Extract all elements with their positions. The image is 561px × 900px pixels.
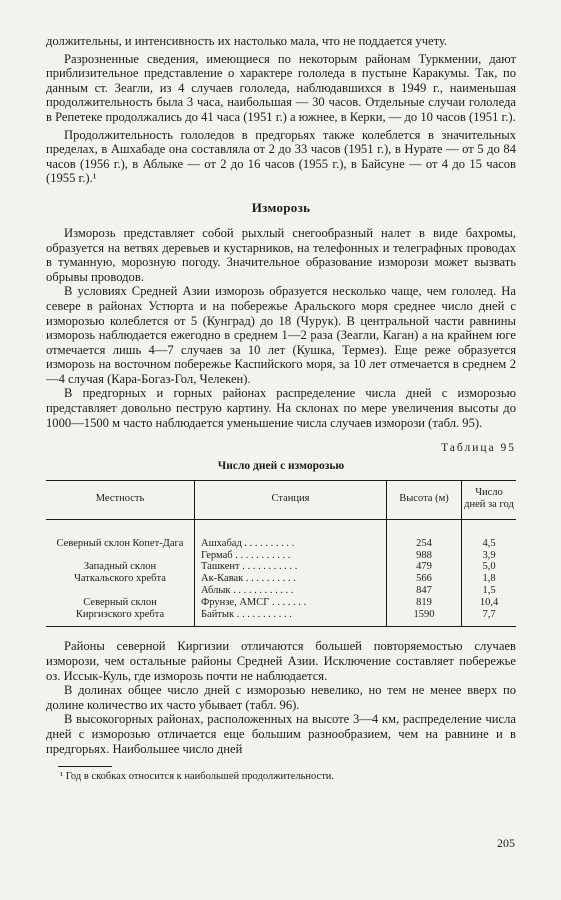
table-row: [46, 573, 516, 585]
cell-days: 1,5: [462, 585, 517, 597]
cell-location: Северный склон: [83, 596, 157, 608]
header-height: Высота (м): [387, 481, 462, 520]
table-number: Таблица 95: [441, 442, 516, 455]
cell-height: 566: [387, 573, 462, 585]
table-row: [46, 561, 516, 573]
paragraph-valleys: В долинах общее число дней с изморозью невелико, но тем не менее вверх по долине количество их часто убывает (табл. 96).: [46, 683, 516, 712]
paragraph-mountains: В предгорных и горных районах распределение числа дней с изморозью представляет довольно пеструю картину. На склонах по мере увеличения высоты до 1000—1500 м часто наблюдается уменьшение числа случаев изморози (табл. 95).: [46, 386, 516, 430]
cell-location: Северный склон Копет-Дага: [56, 537, 184, 549]
cell-station: Ак-Кавак . . . . . . . . . .: [195, 573, 387, 585]
paragraph-foothills: Продолжительность гололедов в предгорьях также колеблется в значительных пределах, в Ашхабаде она составляла от 2 до 33 часов (1951 г.), в Нурате — от 5 до 84 часов (1956 г.), в Аблыке — от 2 до 16 часов (1955 г.), в Байсуне — от 4 до 15 часов (1955 г.).¹: [46, 127, 516, 186]
paragraph-continuation: должительны, и интенсивность их настолько мала, что не поддается учету.: [46, 34, 448, 48]
page-body: [46, 34, 516, 783]
cell-days: 1,8: [462, 573, 517, 585]
footnote: ¹ Год в скобках относится к наибольшей продолжительности.: [60, 771, 335, 783]
cell-location: Западный склон: [83, 561, 157, 573]
cell-location: [46, 585, 195, 597]
cell-height: 1590: [387, 609, 462, 627]
cell-height: 988: [387, 550, 462, 562]
header-location: Местность: [46, 481, 195, 520]
paragraph-kyrgyzstan: Районы северной Киргизии отличаются большей повторяемостью случаев изморози, чем остальные районы Средней Азии. Исключение составляет побережье оз. Иссык-Куль, где изморозь почти не наблюдается.: [46, 639, 516, 683]
cell-days: 5,0: [462, 561, 517, 573]
cell-location: Чаткальского хребта: [74, 573, 166, 585]
cell-location: [46, 550, 195, 562]
cell-station: Гермаб . . . . . . . . . . .: [195, 550, 387, 562]
cell-station: Аблык . . . . . . . . . . . .: [195, 585, 387, 597]
cell-days: 10,4: [462, 597, 517, 609]
header-days: Число дней за год: [462, 481, 517, 520]
cell-station: Ташкент . . . . . . . . . . .: [195, 561, 387, 573]
cell-height: 819: [387, 597, 462, 609]
header-station: Станция: [195, 481, 387, 520]
cell-location: Киргизского хребта: [46, 609, 195, 627]
footnote-rule: [58, 766, 112, 767]
cell-height: 847: [387, 585, 462, 597]
cell-days: 7,7: [462, 609, 517, 627]
cell-height: 254: [387, 538, 462, 550]
table-header-row: [46, 481, 516, 520]
page-number: 205: [497, 836, 515, 850]
cell-height: 479: [387, 561, 462, 573]
cell-station: Фрунзе, АМСГ . . . . . . .: [195, 597, 387, 609]
table-row: [46, 585, 516, 597]
table-row: [46, 538, 516, 550]
table-row: [46, 550, 516, 562]
paragraph-highlands: В высокогорных районах, расположенных на высоте 3—4 км, распределение числа дней с изморозью отличается еще большим разнообразием, чем на равнине и в предгорьях. Наибольшее число дней: [46, 712, 516, 756]
paragraph-definition: Изморозь представляет собой рыхлый снегообразный налет в виде бахромы, образуется на ветвях деревьев и кустарников, на телефонных и телеграфных проводах в туманную, морозную погоду. Значительное образование изморози может вызвать обрывы проводов.: [46, 225, 516, 284]
cell-days: 4,5: [462, 538, 517, 550]
table-title: Число дней с изморозью: [217, 460, 345, 473]
table-row: [46, 609, 516, 627]
rime-days-table: [46, 480, 516, 627]
table-row: [46, 597, 516, 609]
cell-days: 3,9: [462, 550, 517, 562]
paragraph-central-asia: В условиях Средней Азии изморозь образуется несколько чаще, чем гололед. На севере в районах Устюрта и на побережье Аральского моря среднее число дней с изморозью колеблется от 5 (Кунград) до 18 (Чурук). В центральной части равнины изморозь наблюдается ежегодно в среднем 1—2 раза (Зеагли, Каган) а на крайнем юге отмечается лишь 4—7 случаев за 10 лет (Кушка, Термез). Еще реже образуется изморозь на восточном побережье Каспийского моря, за 10 лет отмечается в среднем 2—4 случая (Кара-Богаз-Гол, Челекен).: [46, 284, 516, 386]
section-heading: Изморозь: [251, 199, 311, 215]
cell-station: Ашхабад . . . . . . . . . .: [195, 538, 387, 550]
cell-station: Байтык . . . . . . . . . . .: [195, 609, 387, 627]
paragraph-turkmenia: Разрозненные сведения, имеющиеся по некоторым районам Туркмении, дают приблизительное представление о характере гололеда в пустыне Каракумы. Так, по данным ст. Зеагли, из 4 случаев гололеда, наблюдавшихся в 1949 г., наименьшая продолжительность была 3 часа, наибольшая — 30 часов. Отдельные случаи гололеда в Репетеке продолжались до 41 часа (1951 г.) а южнее, в Керки, — до 10 часов (1951 г.).: [46, 51, 516, 124]
